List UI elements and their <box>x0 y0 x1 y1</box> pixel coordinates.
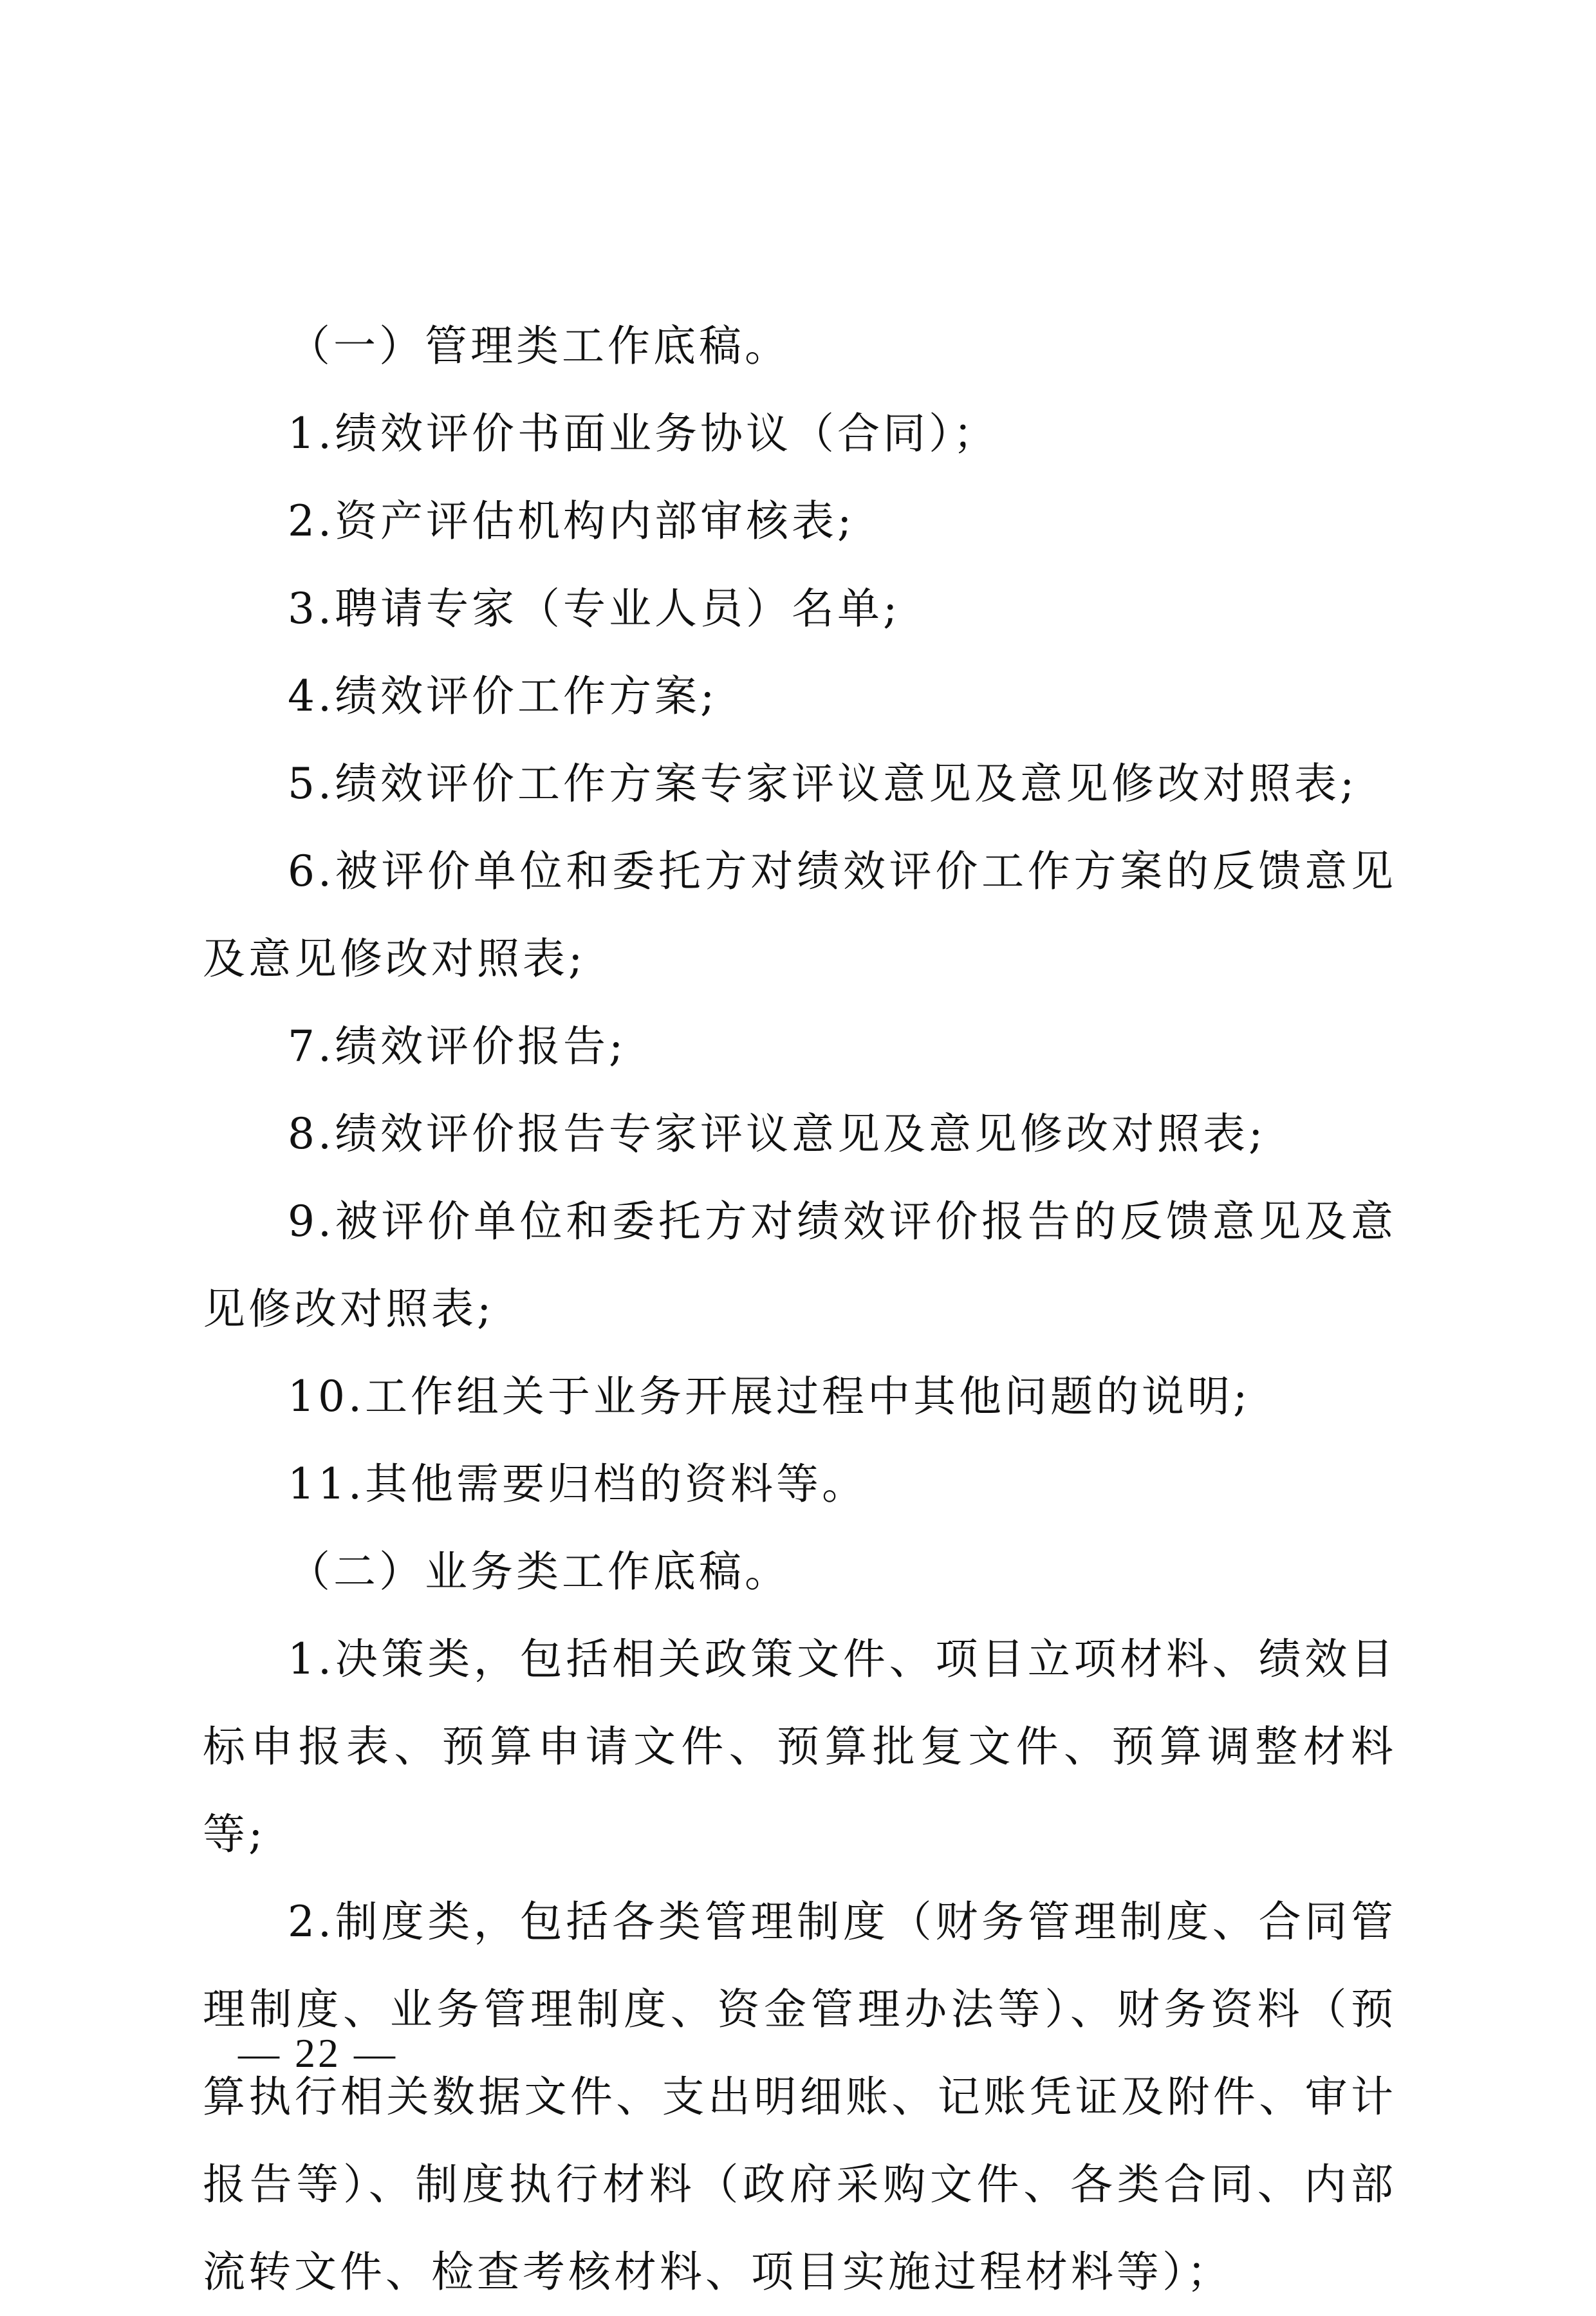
list-item: 10.工作组关于业务开展过程中其他问题的说明; <box>288 1372 1251 1421</box>
list-item: 1.决策类，包括相关政策文件、项目立项材料、绩效目标申报表、预算申请文件、预算批复文件、预算调整材料等; <box>203 1634 1396 1859</box>
list-item: 7.绩效评价报告; <box>288 1022 627 1071</box>
list-item: 2.制度类，包括各类管理制度（财务管理制度、合同管理制度、业务管理制度、资金管理办法等）、财务资料（预算执行相关数据文件、支出明细账、记账凭证及附件、审计报告等）、制度执行材料（政府采购文件、各类合同、内部流转文件、检查考核材料、项目实施过程材料等）； <box>203 1897 1396 2297</box>
list-item: 5.绩效评价工作方案专家评议意见及意见修改对照表; <box>288 759 1358 808</box>
list-item: 2.资产评估机构内部审核表; <box>288 496 855 546</box>
list-item: 11.其他需要归档的资料等。 <box>288 1459 868 1509</box>
list-item: 8.绩效评价报告专家评议意见及意见修改对照表; <box>288 1109 1267 1159</box>
page-number: — 22 — <box>238 2030 398 2076</box>
document-body <box>203 303 1396 2316</box>
list-item: 1.绩效评价书面业务协议（合同）； <box>288 409 999 458</box>
list-item: 4.绩效评价工作方案; <box>288 671 718 721</box>
list-item: 6.被评价单位和委托方对绩效评价工作方案的反馈意见及意见修改对照表; <box>203 846 1396 984</box>
list-item: 3.聘请专家（专业人员）名单; <box>288 584 901 633</box>
list-item: 9.被评价单位和委托方对绩效评价报告的反馈意见及意见修改对照表; <box>203 1197 1396 1334</box>
section-heading-management: （一）管理类工作底稿。 <box>288 321 790 371</box>
section-heading-business: （二）业务类工作底稿。 <box>288 1547 790 1596</box>
